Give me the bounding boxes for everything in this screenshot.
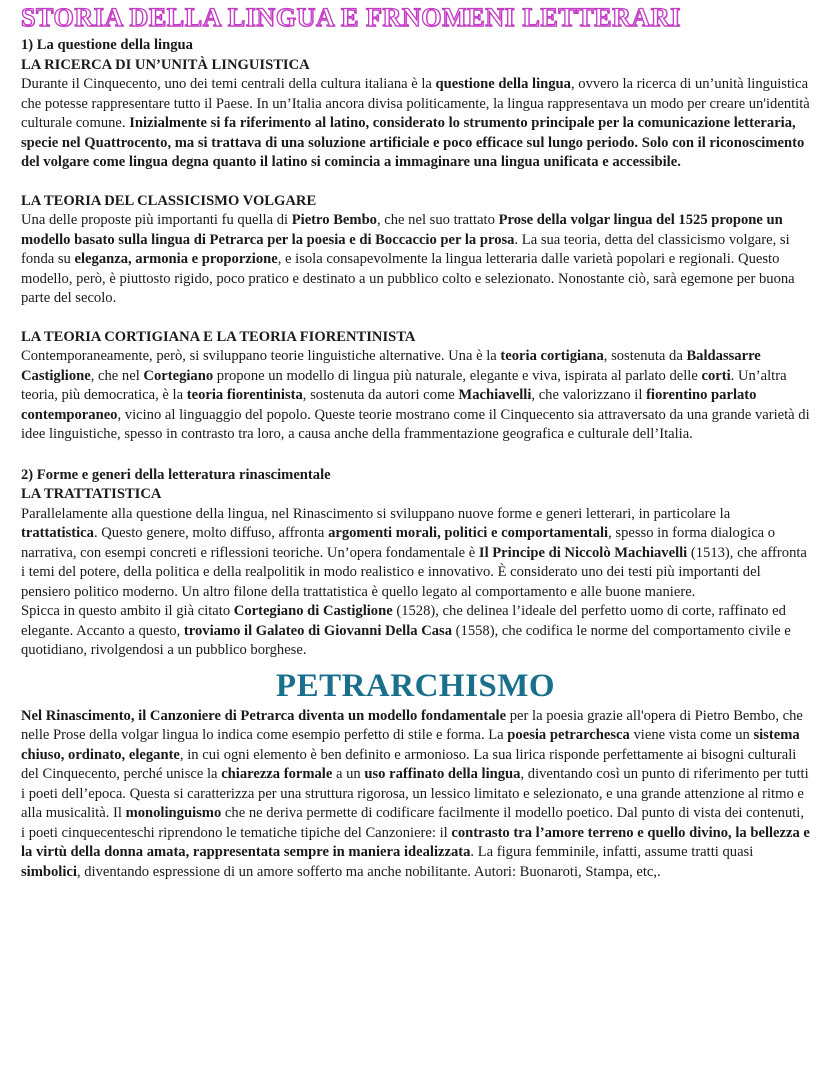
paragraph-petrarchismo: Nel Rinascimento, il Canzoniere di Petrarca diventa un modello fondamentale per la poesia grazie all'opera di Pietro Bembo, che nelle Prose della volgar lingua lo indica come esempio perfetto di stile e forma. La poesia petrarchesca viene vista come un sistema chiuso, ordinato, elegante, in cui ogni elemento è ben definito e armonioso. La sua lirica risponde perfettamente ai bisogni culturali del Cinquecento, perché unisce la chiarezza formale a un uso raffinato della lingua, diventando così un punto di riferimento per tutti i poeti dell’epoca. Questa si caratterizza per una struttura rigorosa, un lessico limitato e selezionato, e una grande attenzione al ritmo e alla musicalità. Il monolinguismo che ne deriva permette di codificare facilmente il modello poetico. Dal punto di vista dei contenuti, i poeti cinquecenteschi riprendono le tematiche tipiche del Canzoniere: il contrasto tra l’amore terreno e quello divino, la bellezza e la virtù della donna amata, rappresentata sempre in maniera idealizzata. La figura femminile, infatti, assume tratti quasi simbolici, diventando espressione di un amore sofferto ma anche nobilitante. Autori: Buonaroti, Stampa, etc,. bbox=[21, 707, 810, 880]
paragraph-trattatistica: Parallelamente alla questione della lingua, nel Rinascimento si sviluppano nuove forme e generi letterari, in particolare la trattatistica. Questo genere, molto diffuso, affronta argomenti morali, politici e comportamentali, spesso in forma dialogica o narrativa, con esempi concreti e riflessioni teoriche. Un’opera fondamentale è Il Principe di Niccolò Machiavelli (1513), che affronta i temi del potere, della politica e della realpolitik in modo realistico e innovativo. È considerato uno dei testi più importanti del pensiero politico moderno. Un altro filone della trattatistica è quello legato al comportamento e alle buone maniere. bbox=[21, 505, 807, 600]
paragraph-teoria-cortigiana: Contemporaneamente, però, si sviluppano teorie linguistiche alternative. Una è la teoria cortigiana, sostenuta da Baldassarre Castiglione, che nel Cortegiano propone un modello di lingua più naturale, elegante e viva, ispirata al parlato delle corti. Un’altra teoria, più democratica, è la teoria fiorentinista, sostenuta da autori come Machiavelli, che valorizzano il fiorentino parlato contemporaneo, vicino al linguaggio del popolo. Queste teorie mostrano come il Cinquecento sia attraversato da una grande varietà di idee linguistiche, spesso in contrasto tra loro, a causa anche della frammentazione geografica e culturale dell’Italia. bbox=[21, 348, 810, 442]
page-title: STORIA DELLA LINGUA E FRNOMENI LETTERARI bbox=[21, 3, 681, 32]
section-1-number: 1) La questione della lingua bbox=[21, 37, 193, 53]
petrarchismo-title: PETRARCHISMO bbox=[275, 667, 556, 704]
paragraph-unita-linguistica: Durante il Cinquecento, uno dei temi centrali della cultura italiana è la questione della lingua, ovvero la ricerca di un’unità linguistica che potesse rappresentare tutto il Paese. In un’Italia ancora divisa politicamente, la lingua rappresentava un modo per creare un'identità culturale comune. Inizialmente si fa riferimento al latino, considerato lo strumento principale per la comunicazione letteraria, specie nel Quattrocento, ma si trattava di una soluzione artificiale e poco efficace sul lungo periodo. Solo con il riconoscimento del volgare come lingua degna quanto il latino si comincia a immaginare una lingua unificata e accessibile. bbox=[21, 76, 810, 170]
section-1-heading-cortigiana: LA TEORIA CORTIGIANA E LA TEORIA FIORENTINISTA bbox=[21, 328, 416, 345]
section-1-heading-unita: LA RICERCA DI UN’UNITÀ LINGUISTICA bbox=[21, 56, 310, 73]
section-2-number: 2) Forme e generi della letteratura rinascimentale bbox=[21, 466, 331, 483]
section-1-heading-classicismo: LA TEORIA DEL CLASSICISMO VOLGARE bbox=[21, 192, 317, 209]
section-2-heading-trattatistica: LA TRATTATISTICA bbox=[21, 486, 162, 502]
paragraph-cortegiano-galateo: Spicca in questo ambito il già citato Cortegiano di Castiglione (1528), che delinea l’ideale del perfetto uomo di corte, raffinato ed elegante. Accanto a questo, troviamo il Galateo di Giovanni Della Casa (1558), che codifica le norme del comportamento civile e quotidiano, rivolgendosi a un pubblico borghese. bbox=[21, 603, 791, 658]
paragraph-classicismo-volgare: Una delle proposte più importanti fu quella di Pietro Bembo, che nel suo trattato Prose della volgar lingua del 1525 propone un modello basato sulla lingua di Petrarca per la poesia e di Boccaccio per la prosa. La sua teoria, detta del classicismo volgare, si fonda su eleganza, armonia e proporzione, e isola consapevolmente la lingua letteraria dalle varietà popolari e regionali. Questo modello, però, è piuttosto rigido, poco pratico e destinato a un pubblico colto e selezionato. Nonostante ciò, sarà egemone per buona parte del secolo. bbox=[21, 212, 795, 306]
